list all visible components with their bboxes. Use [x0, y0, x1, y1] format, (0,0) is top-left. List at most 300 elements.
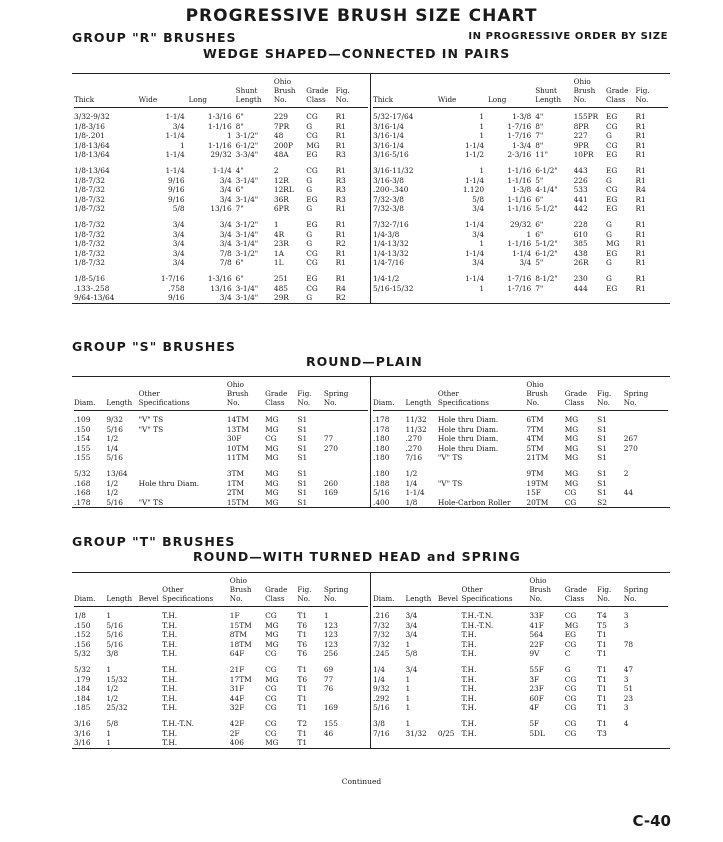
table-row: [373, 675, 668, 685]
table-cell: 1/8-7/32: [74, 194, 105, 204]
table-cell: MG: [564, 453, 579, 463]
table-cell: 6TM: [526, 415, 544, 424]
table-cell: 4": [535, 112, 544, 121]
table-cell: CG: [306, 248, 318, 258]
table-cell: 1: [226, 131, 232, 141]
column-header: Ohio Brush No.: [227, 377, 265, 411]
table-cell: 12R: [273, 175, 289, 185]
table-cell: 610: [573, 229, 588, 239]
table-cell: 260: [323, 478, 338, 488]
table-row: [74, 220, 368, 230]
table-cell: CG: [606, 185, 618, 195]
column-header: Length: [106, 573, 138, 607]
table-cell: 1/8-7/32: [74, 204, 105, 214]
table-cell: 5/16: [373, 488, 390, 498]
table-cell: 442: [573, 204, 588, 214]
table-cell: R1: [335, 219, 346, 229]
group-r-right-table: [373, 74, 668, 293]
table-cell: 23: [623, 693, 634, 703]
table-cell: 1/2: [405, 468, 418, 478]
table-cell: 5/32: [74, 468, 91, 478]
column-header: Spring No.: [624, 377, 668, 411]
table-cell: 1/4-3/8: [373, 229, 400, 239]
table-cell: 1/8-7/32: [74, 239, 105, 249]
table-cell: 3/4: [219, 229, 232, 239]
table-cell: T1: [597, 674, 607, 684]
table-cell: 3/4: [172, 248, 185, 258]
table-row: [74, 204, 368, 214]
page-title: PROGRESSIVE BRUSH SIZE CHART: [185, 6, 538, 26]
column-header: Ohio Brush No.: [574, 74, 606, 108]
table-cell: T1: [597, 630, 607, 640]
table-cell: MG: [265, 639, 279, 649]
table-cell: 6": [235, 273, 244, 283]
table-cell: "V" TS: [437, 453, 463, 463]
table-cell: EG: [606, 248, 618, 258]
header-row: [373, 573, 668, 607]
table-cell: 1/2: [106, 434, 119, 444]
table-cell: 25/32: [106, 703, 128, 713]
table-cell: 1: [106, 611, 112, 620]
table-cell: [324, 453, 368, 463]
table-cell: 3/16: [74, 728, 91, 738]
table-cell: 441: [573, 194, 588, 204]
table-cell: 60F: [529, 693, 544, 703]
table-cell: 1-1/4: [165, 131, 185, 141]
column-header: Diam.: [74, 573, 106, 607]
table-cell: 6": [535, 194, 544, 204]
table-cell: 6": [535, 229, 544, 239]
table-cell: S1: [597, 453, 607, 463]
table-cell: 4R: [273, 229, 285, 239]
table-row: [74, 649, 368, 659]
table-cell: [624, 453, 668, 463]
table-row: [373, 498, 668, 508]
table-cell: [139, 469, 227, 479]
table-cell: 1-1/16: [507, 204, 532, 214]
table-cell: 1: [405, 703, 411, 713]
table-cell: 7/32-7/16: [373, 219, 409, 229]
table-cell: 1/8-13/64: [74, 165, 110, 175]
table-cell: CG: [265, 728, 277, 738]
table-cell: .154: [74, 434, 91, 444]
table-cell: MG: [265, 630, 279, 640]
table-row: [74, 684, 368, 694]
table-cell: 1/2: [106, 684, 119, 694]
table-cell: 15TM: [226, 497, 249, 507]
table-cell: EG: [606, 112, 618, 121]
table-cell: CG: [606, 140, 618, 150]
table-cell: 7/32: [373, 639, 390, 649]
table-cell: 7TM: [526, 424, 544, 434]
table-cell: 6": [235, 112, 244, 121]
table-cell: 3/16-3/8: [373, 175, 404, 185]
table-cell: T1: [297, 664, 308, 674]
column-header: Length: [106, 377, 138, 411]
table-cell: 1: [405, 639, 411, 649]
table-cell: 15/32: [106, 674, 128, 684]
table-cell: 1: [106, 738, 112, 748]
table-cell: R1: [335, 131, 346, 141]
table-cell: [324, 425, 368, 435]
table-cell: 6-1/2": [535, 248, 558, 258]
column-header: Other Specifications: [162, 573, 230, 607]
table-cell: 3-1/2": [235, 219, 259, 229]
table-cell: .152: [74, 630, 91, 640]
table-cell: MG: [564, 478, 579, 488]
table-cell: 21TM: [526, 453, 549, 463]
table-cell: 2TM: [226, 488, 245, 498]
table-cell: T.H.: [461, 718, 477, 728]
table-cell: 9/16: [168, 194, 185, 204]
table-cell: S1: [297, 453, 308, 463]
table-cell: 78: [623, 639, 634, 649]
table-cell: 3/16: [74, 738, 91, 748]
table-cell: R1: [635, 194, 646, 204]
group-s-right-half: [371, 377, 670, 507]
table-cell: 1: [106, 728, 112, 738]
table-cell: MG: [265, 443, 279, 453]
column-header: Wide: [139, 74, 189, 108]
table-cell: [139, 444, 227, 454]
table-cell: 2-3/16: [507, 150, 532, 160]
table-cell: G: [306, 229, 313, 239]
table-cell: 1: [273, 219, 279, 229]
table-cell: 8PR: [573, 121, 589, 131]
table-cell: 1: [405, 718, 411, 728]
table-cell: .156: [74, 639, 91, 649]
table-row: [373, 425, 668, 435]
table-cell: 3TM: [226, 468, 245, 478]
table-cell: [139, 434, 227, 444]
table-cell: T.H.: [162, 684, 178, 694]
table-cell: R4: [635, 185, 646, 195]
table-cell: S1: [297, 443, 308, 453]
table-cell: MG: [564, 468, 579, 478]
table-cell: EG: [606, 165, 618, 175]
table-cell: .150: [74, 424, 91, 434]
table-cell: [139, 719, 163, 729]
table-cell: 23F: [529, 684, 544, 694]
column-header: Grade Class: [306, 74, 335, 108]
table-cell: T.H.: [461, 728, 477, 738]
table-cell: CG: [564, 639, 577, 649]
column-header: Other Specifications: [461, 573, 529, 607]
group-r-subtitle: WEDGE SHAPED—CONNECTED IN PAIRS: [203, 46, 511, 61]
table-cell: 22F: [529, 639, 544, 649]
table-cell: T.H.: [162, 693, 178, 703]
table-cell: R1: [635, 131, 646, 141]
table-cell: [438, 469, 527, 479]
table-cell: T6: [297, 639, 308, 649]
table-cell: R3: [335, 175, 346, 185]
table-row: [373, 649, 668, 659]
table-cell: [438, 719, 462, 729]
table-cell: R1: [635, 204, 646, 214]
table-cell: 3-1/4": [235, 293, 259, 303]
table-cell: T.H.: [461, 684, 477, 694]
table-row: [74, 611, 368, 621]
column-header: Grade Class: [265, 573, 297, 607]
table-cell: [624, 425, 668, 435]
table-cell: [438, 611, 462, 621]
table-cell: S1: [297, 415, 308, 424]
table-row: [373, 434, 668, 444]
table-row: [373, 415, 668, 425]
table-cell: 251: [273, 273, 288, 283]
column-header: Thick: [74, 74, 139, 108]
table-cell: R1: [635, 112, 646, 121]
table-cell: T1: [597, 693, 607, 703]
group-r-left-table: [74, 74, 368, 303]
table-cell: 47: [623, 664, 634, 674]
table-row: [373, 150, 668, 160]
table-row: [373, 131, 668, 141]
table-cell: 1: [405, 693, 411, 703]
table-cell: 5F: [529, 718, 540, 728]
table-cell: R1: [335, 248, 346, 258]
table-cell: "V" TS: [138, 415, 164, 424]
table-cell: 1-3/16: [207, 112, 232, 121]
table-cell: 7": [535, 283, 544, 293]
header-row: [74, 377, 368, 411]
column-header: Long: [488, 74, 535, 108]
continued-note: Continued: [341, 777, 382, 786]
table-cell: 1/8: [405, 497, 418, 507]
table-cell: S1: [597, 434, 607, 444]
table-cell: EG: [606, 194, 618, 204]
table-cell: 30F: [226, 434, 242, 444]
table-cell: 1-3/16: [207, 273, 232, 283]
table-cell: R1: [635, 273, 646, 283]
table-cell: 7/32-3/8: [373, 194, 404, 204]
table-cell: 5/16: [106, 620, 123, 630]
table-cell: MG: [606, 239, 620, 249]
table-cell: .178: [74, 497, 91, 507]
table-cell: G: [306, 293, 313, 303]
table-row: [373, 122, 668, 132]
table-cell: 1/2: [106, 693, 119, 703]
table-cell: G: [564, 664, 571, 674]
table-cell: MG: [564, 620, 579, 630]
table-cell: 3/16: [74, 718, 91, 728]
table-cell: S1: [297, 488, 308, 498]
table-cell: 6-1/2": [535, 165, 558, 175]
table-cell: 2: [623, 468, 629, 478]
table-cell: 3/4: [219, 219, 232, 229]
table-cell: [139, 640, 163, 650]
table-row: [74, 665, 368, 675]
table-row: [74, 166, 368, 176]
table-cell: .150: [74, 620, 91, 630]
table-cell: [438, 488, 527, 498]
table-row: [74, 185, 368, 195]
table-cell: 12RL: [273, 185, 294, 195]
table-cell: 1/4-1/2: [373, 273, 400, 283]
column-header: Length: [405, 377, 437, 411]
table-row: [74, 141, 368, 151]
table-cell: 1-3/8: [512, 112, 532, 121]
table-cell: 1-1/4: [464, 175, 485, 185]
table-cell: 1/8-7/32: [74, 258, 105, 268]
table-cell: .184: [74, 684, 91, 694]
table-cell: R1: [335, 112, 346, 121]
table-cell: 3-1/4": [235, 229, 259, 239]
column-header: Wide: [438, 74, 488, 108]
table-row: [373, 469, 668, 479]
table-cell: MG: [265, 488, 279, 498]
table-cell: T.H.: [162, 674, 178, 684]
table-cell: .180: [373, 453, 390, 463]
group-s-left-half: [72, 377, 371, 507]
table-cell: .180: [373, 434, 390, 444]
table-cell: R2: [335, 293, 346, 303]
table-cell: 10TM: [226, 443, 249, 453]
table-cell: R1: [335, 140, 346, 150]
table-row: [74, 176, 368, 186]
table-cell: .400: [373, 497, 390, 507]
table-cell: .168: [74, 478, 91, 488]
table-cell: 123: [323, 630, 338, 640]
table-cell: 485: [273, 283, 288, 293]
table-cell: 3/4: [405, 630, 418, 640]
table-cell: 3/16-1/4: [373, 121, 404, 131]
table-cell: .758: [168, 283, 185, 293]
table-cell: 13/64: [106, 468, 128, 478]
table-cell: [139, 738, 163, 748]
table-cell: R1: [635, 229, 646, 239]
group-r-table: [72, 73, 670, 304]
group-t-right-table: [373, 573, 668, 738]
table-row: [373, 166, 668, 176]
table-cell: 3/4: [219, 175, 232, 185]
column-header: Grade Class: [265, 377, 297, 411]
table-cell: T1: [597, 649, 607, 659]
column-header: Fig. No.: [597, 377, 624, 411]
table-cell: S1: [597, 424, 607, 434]
table-cell: EG: [306, 273, 318, 283]
table-cell: T.H.: [162, 639, 178, 649]
table-cell: 51: [623, 684, 634, 694]
table-cell: 13/16: [210, 283, 232, 293]
table-cell: 11/32: [405, 424, 427, 434]
table-cell: T.H.: [461, 649, 477, 659]
table-cell: CG: [564, 718, 577, 728]
table-row: [74, 249, 368, 259]
table-cell: Hole thru Diam.: [138, 478, 200, 488]
header-row: [74, 573, 368, 607]
table-cell: 1/2: [106, 488, 119, 498]
table-cell: 7/32: [373, 620, 390, 630]
table-cell: 17TM: [229, 674, 252, 684]
table-row: [74, 293, 368, 303]
table-cell: [324, 469, 368, 479]
table-cell: EG: [306, 194, 318, 204]
column-header: Bevel: [438, 573, 462, 607]
table-cell: 4": [235, 165, 244, 175]
table-cell: 29/32: [509, 219, 532, 229]
table-row: [373, 230, 668, 240]
table-cell: 155PR: [573, 112, 599, 121]
table-cell: 1-7/16: [507, 273, 532, 283]
table-cell: 55F: [529, 664, 544, 674]
page-number: C-40: [632, 812, 671, 830]
table-cell: 5TM: [526, 443, 544, 453]
table-row: [74, 230, 368, 240]
table-cell: 19TM: [526, 478, 549, 488]
table-cell: 123: [323, 639, 338, 649]
table-cell: S1: [597, 478, 607, 488]
table-cell: 229: [273, 112, 288, 121]
table-cell: 1-1/16: [507, 175, 532, 185]
table-cell: 10PR: [573, 150, 594, 160]
table-cell: R1: [635, 258, 646, 268]
table-row: [74, 415, 368, 425]
table-cell: [624, 498, 668, 508]
table-cell: S1: [297, 497, 308, 507]
table-row: [373, 274, 668, 284]
table-cell: 5/16: [106, 630, 123, 640]
table-cell: T1: [297, 738, 308, 748]
table-cell: [139, 703, 163, 713]
table-cell: CG: [265, 434, 277, 444]
table-cell: 3: [623, 620, 629, 630]
table-cell: 1/8-5/16: [74, 273, 105, 283]
table-cell: .200-.340: [373, 185, 409, 195]
table-cell: R1: [635, 248, 646, 258]
table-cell: 3/4: [219, 185, 232, 195]
table-cell: 1: [479, 283, 485, 293]
table-cell: 23R: [273, 239, 289, 249]
table-cell: 3/4: [519, 258, 532, 268]
table-cell: T1: [597, 684, 607, 694]
table-cell: CG: [265, 693, 277, 703]
group-t-table: [72, 572, 670, 749]
table-cell: 1/8-7/32: [74, 229, 105, 239]
table-cell: MG: [265, 478, 279, 488]
table-cell: [139, 649, 163, 659]
table-cell: 1-1/16: [507, 239, 532, 249]
table-cell: MG: [265, 453, 279, 463]
table-cell: [324, 498, 368, 508]
table-cell: 5/8: [405, 649, 418, 659]
table-row: [74, 195, 368, 205]
table-cell: 1/4: [373, 674, 385, 684]
table-cell: 230: [573, 273, 588, 283]
table-cell: 1/2: [106, 478, 119, 488]
table-cell: 3-1/2": [235, 248, 259, 258]
table-cell: 1/8-7/32: [74, 175, 105, 185]
column-header: Spring No.: [324, 573, 368, 607]
table-cell: 31F: [229, 684, 245, 694]
column-header: Ohio Brush No.: [274, 74, 306, 108]
table-cell: .216: [373, 611, 390, 620]
table-cell: 5/16: [106, 497, 123, 507]
table-cell: .188: [373, 478, 390, 488]
table-cell: Hole thru Diam.: [437, 415, 499, 424]
table-cell: 1: [479, 165, 485, 175]
table-cell: 2: [273, 165, 279, 175]
table-row: [74, 122, 368, 132]
table-cell: T5: [597, 620, 607, 630]
table-cell: 1-1/2: [464, 150, 485, 160]
table-cell: 5": [535, 258, 544, 268]
header-row: [74, 74, 368, 108]
table-cell: 3F: [529, 674, 540, 684]
table-cell: .133-.258: [74, 283, 110, 293]
table-cell: T.H.: [461, 674, 477, 684]
table-cell: T1: [597, 664, 607, 674]
